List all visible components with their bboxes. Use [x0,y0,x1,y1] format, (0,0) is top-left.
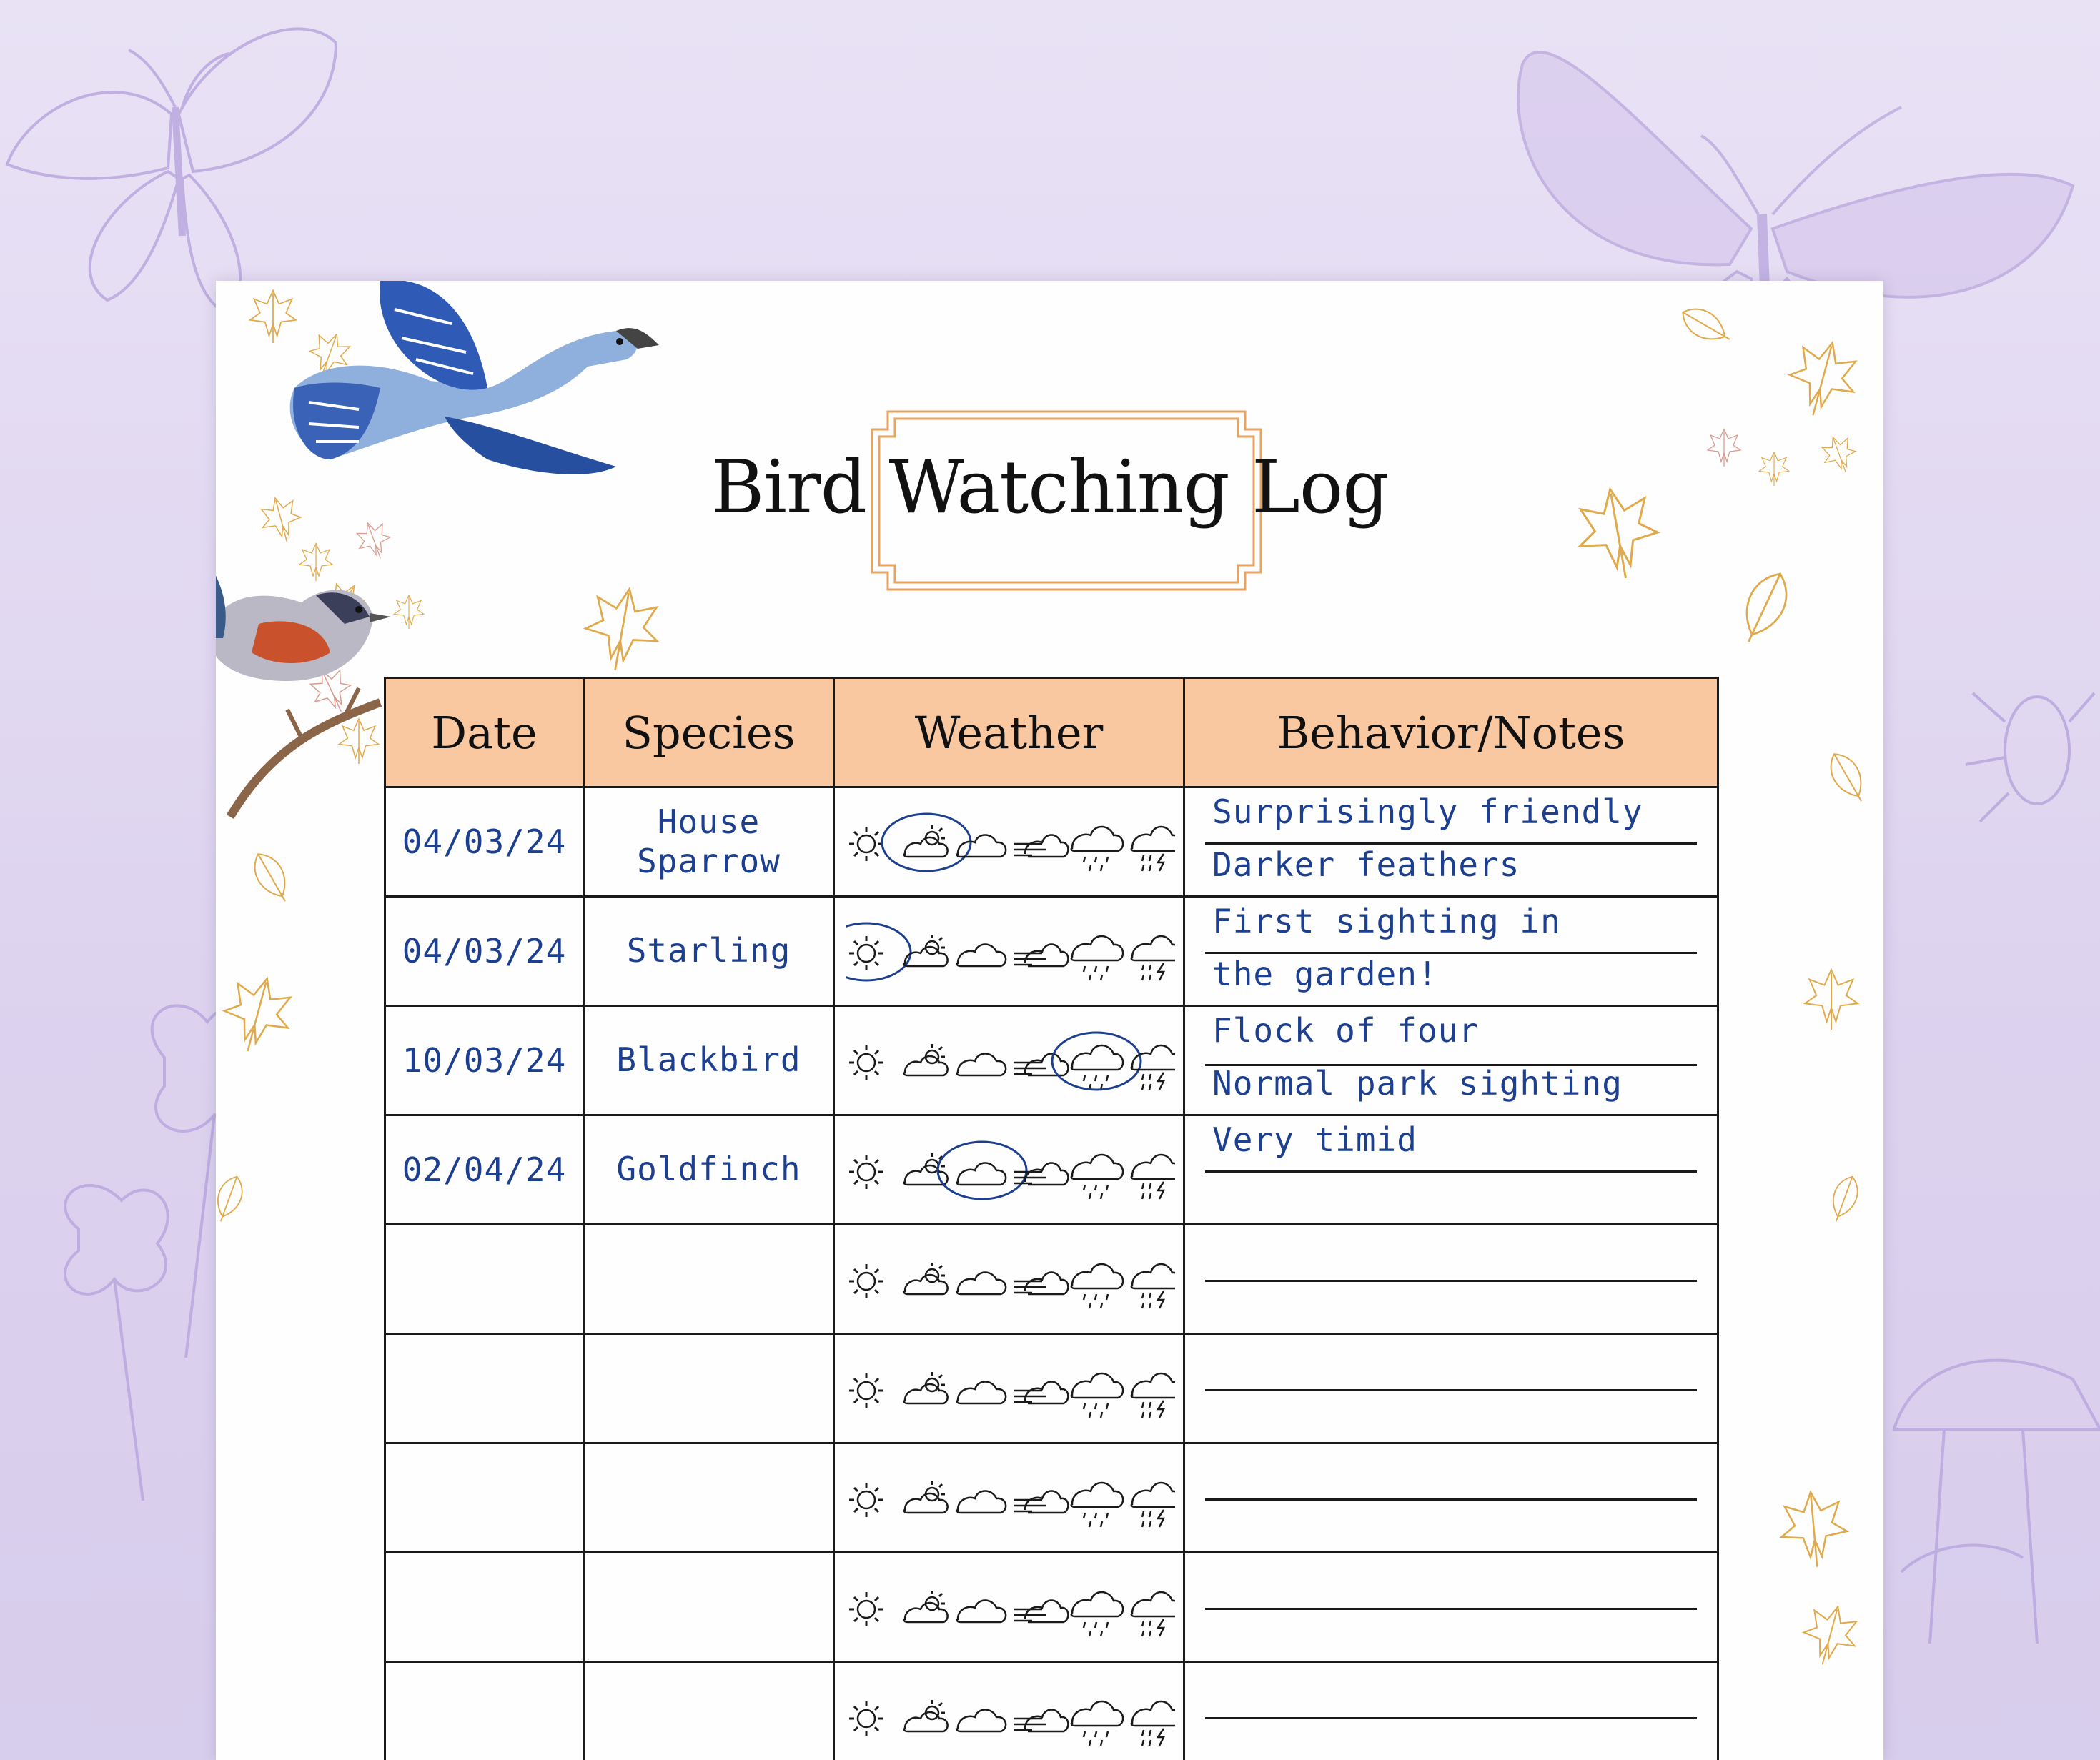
notes-lines [1185,1553,1717,1661]
date-cell[interactable] [385,1553,584,1662]
notes-cell[interactable] [1184,897,1718,1006]
storm-cloud-icon[interactable] [1131,1592,1175,1636]
partly-cloudy-icon[interactable] [904,1700,948,1731]
partly-cloudy-icon[interactable] [904,1044,948,1075]
cloud-icon[interactable] [957,1491,1006,1513]
writing-line [1205,1498,1697,1501]
rain-cloud-icon[interactable] [1071,936,1123,980]
weather-icons [846,1136,1175,1208]
table-row [385,897,1718,1006]
windy-cloud-icon[interactable] [1014,945,1068,967]
table-row [385,1006,1718,1115]
notes-lines [1185,1116,1717,1223]
mushroom-illustration [1894,1361,2100,1644]
species-text: Starling [626,931,791,970]
weather-icons [846,1355,1175,1426]
weather-icons [846,1573,1175,1645]
rain-cloud-icon[interactable] [1071,1155,1123,1199]
windy-cloud-icon[interactable] [1014,1601,1068,1623]
species-cell[interactable] [584,1115,834,1225]
notes-cell[interactable] [1184,1443,1718,1553]
species-cell[interactable] [584,1553,834,1662]
writing-line [1205,952,1697,954]
sun-icon[interactable] [849,936,883,970]
weather-icons [846,918,1175,989]
storm-cloud-icon[interactable] [1131,1701,1175,1746]
date-text: 04/03/24 [402,932,567,970]
bird-log-table [384,677,1719,1760]
notes-cell[interactable] [1184,1553,1718,1662]
table-row [385,1443,1718,1553]
weather-cell[interactable] [834,1662,1184,1760]
date-cell[interactable] [385,1115,584,1225]
partly-cloudy-icon[interactable] [904,1263,948,1294]
weather-icons [846,1246,1175,1317]
notes-cell[interactable] [1184,787,1718,897]
writing-line [1205,842,1697,845]
moth-left-illustration [7,29,336,314]
windy-cloud-icon[interactable] [1014,1382,1068,1404]
header-weather: Weather [834,678,1184,787]
log-sheet [216,281,1883,1760]
selected-weather-circle [846,923,911,980]
cloud-icon[interactable] [957,1163,1006,1185]
note-text: Flock of four [1212,1011,1480,1050]
weather-icons [846,808,1175,880]
date-cell[interactable] [385,1225,584,1334]
notes-lines [1185,1444,1717,1551]
cloud-icon[interactable] [957,1054,1006,1076]
weather-icons [846,1683,1175,1754]
date-text: 10/03/24 [402,1041,567,1080]
date-cell[interactable] [385,1662,584,1760]
date-cell[interactable] [385,787,584,897]
windy-cloud-icon[interactable] [1014,1054,1068,1076]
notes-lines [1185,1007,1717,1114]
note-text: First sighting in [1212,902,1561,940]
selected-weather-circle [938,1142,1026,1199]
header-date: Date [385,678,584,787]
date-cell[interactable] [385,1334,584,1443]
sun-icon[interactable] [849,1155,883,1189]
notes-cell[interactable] [1184,1225,1718,1334]
rain-cloud-icon[interactable] [1071,1701,1123,1746]
partly-cloudy-icon[interactable] [904,1481,948,1513]
note-text: Darker feathers [1212,845,1520,884]
weather-cell[interactable] [834,1225,1184,1334]
notes-lines [1185,1335,1717,1442]
cloud-icon[interactable] [957,945,1006,967]
weather-cell[interactable] [834,1334,1184,1443]
beetle-illustration [1966,693,2094,822]
date-cell[interactable] [385,1443,584,1553]
table-row [385,787,1718,897]
species-cell[interactable] [584,787,834,897]
windy-cloud-icon[interactable] [1014,1710,1068,1732]
rain-cloud-icon[interactable] [1071,1264,1123,1308]
header-notes: Behavior/Notes [1184,678,1718,787]
cloud-icon[interactable] [957,1601,1006,1623]
notes-lines [1185,898,1717,1005]
writing-line [1205,1608,1697,1610]
storm-cloud-icon[interactable] [1131,827,1175,871]
storm-cloud-icon[interactable] [1131,1155,1175,1199]
table-row [385,1553,1718,1662]
notes-cell[interactable] [1184,1334,1718,1443]
notes-lines [1185,1225,1717,1333]
species-cell[interactable] [584,1662,834,1760]
writing-line [1205,1280,1697,1282]
sun-icon[interactable] [849,1701,883,1736]
table-body [385,787,1718,1760]
rain-cloud-icon[interactable] [1071,1045,1123,1090]
storm-cloud-icon[interactable] [1131,936,1175,980]
storm-cloud-icon[interactable] [1131,1483,1175,1527]
storm-cloud-icon[interactable] [1131,1264,1175,1308]
weather-cell[interactable] [834,1553,1184,1662]
species-cell[interactable] [584,1225,834,1334]
weather-icons [846,1027,1175,1098]
rain-cloud-icon[interactable] [1071,1483,1123,1527]
date-cell[interactable] [385,897,584,1006]
species-text: Goldfinch [616,1150,801,1189]
sun-icon[interactable] [849,1373,883,1408]
rain-cloud-icon[interactable] [1071,827,1123,871]
notes-lines [1185,1663,1717,1760]
page-title: Bird Watching Log [710,445,1389,530]
windy-cloud-icon[interactable] [1014,1163,1068,1185]
sun-icon[interactable] [849,827,883,861]
sun-icon[interactable] [849,1483,883,1517]
notes-cell[interactable] [1184,1662,1718,1760]
note-text: Normal park sighting [1212,1064,1623,1103]
table-row [385,1334,1718,1443]
rain-cloud-icon[interactable] [1071,1373,1123,1418]
storm-cloud-icon[interactable] [1131,1373,1175,1418]
species-cell[interactable] [584,897,834,1006]
cloud-icon[interactable] [957,1710,1006,1732]
rain-cloud-icon[interactable] [1071,1592,1123,1636]
cloud-icon[interactable] [957,1273,1006,1295]
writing-line [1205,1170,1697,1173]
header-species: Species [584,678,834,787]
sun-icon[interactable] [849,1045,883,1080]
note-text: the garden! [1212,955,1438,993]
note-text: Surprisingly friendly [1212,792,1643,831]
table-row [385,1225,1718,1334]
windy-cloud-icon[interactable] [1014,1491,1068,1513]
windy-cloud-icon[interactable] [1014,835,1068,857]
partly-cloudy-icon[interactable] [904,825,948,857]
species-text: Blackbird [616,1040,801,1080]
partly-cloudy-icon[interactable] [904,1591,948,1622]
species-cell[interactable] [584,1334,834,1443]
weather-cell[interactable] [834,787,1184,897]
cloud-icon[interactable] [957,835,1006,857]
species-text: House [657,802,761,841]
date-text: 04/03/24 [402,822,567,861]
partly-cloudy-icon[interactable] [904,1372,948,1403]
notes-lines [1185,788,1717,895]
weather-cell[interactable] [834,897,1184,1006]
writing-line [1205,1389,1697,1391]
species-cell[interactable] [584,1006,834,1115]
species-cell[interactable] [584,1443,834,1553]
species-text: Sparrow [637,842,781,880]
date-cell[interactable] [385,1006,584,1115]
table-row [385,1662,1718,1760]
robin-illustration [216,552,391,817]
notes-cell[interactable] [1184,1115,1718,1225]
table-header-row [385,678,1718,787]
weather-cell[interactable] [834,1443,1184,1553]
cloud-icon[interactable] [957,1382,1006,1404]
sun-icon[interactable] [849,1264,883,1298]
writing-line [1205,1717,1697,1719]
note-text: Very timid [1212,1120,1417,1159]
weather-cell[interactable] [834,1006,1184,1115]
notes-cell[interactable] [1184,1006,1718,1115]
date-text: 02/04/24 [402,1150,567,1189]
table-row [385,1115,1718,1225]
windy-cloud-icon[interactable] [1014,1273,1068,1295]
weather-icons [846,1464,1175,1536]
sun-icon[interactable] [849,1592,883,1626]
weather-cell[interactable] [834,1115,1184,1225]
